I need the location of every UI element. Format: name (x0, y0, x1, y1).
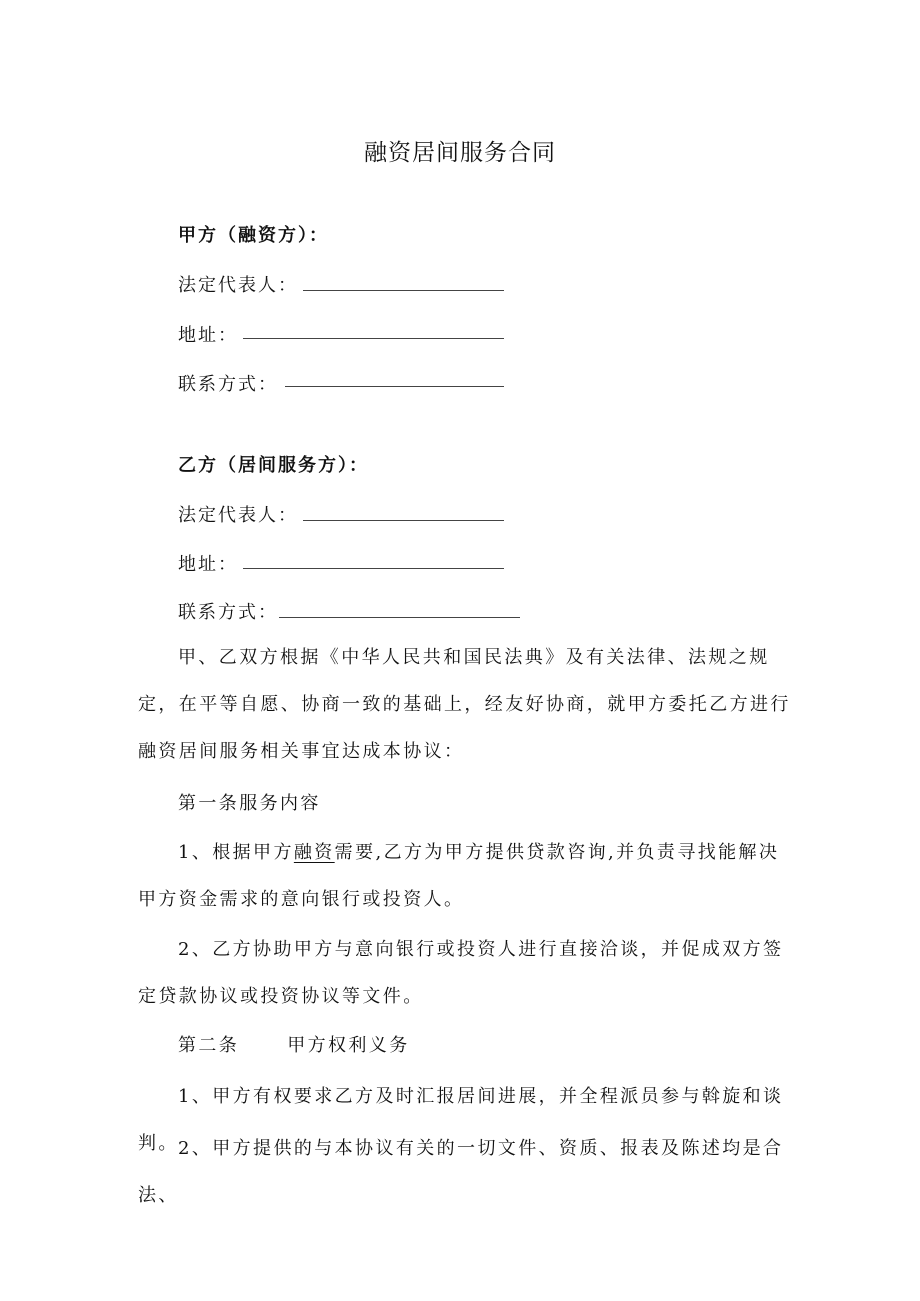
party-a-heading: 甲方（融资方）： (178, 225, 329, 246)
intro-paragraph: 甲、乙双方根据《中华人民共和国民法典》及有关法律、法规之规定，在平等自愿、协商一致的基础上，经友好协商，就甲方委托乙方进行融资居间服务相关事宜达成本协议： (138, 647, 791, 762)
article1-item1 (138, 829, 798, 923)
party-b-contact-label: 联系方式： (178, 602, 278, 623)
article2-item2: 2、甲方提供的与本协议有关的一切文件、资质、报表及陈述均是合法、 (138, 1138, 784, 1206)
party-a-contact-label: 联系方式： (178, 374, 278, 395)
party-b-heading: 乙方（居间服务方）： (178, 455, 369, 476)
article2-heading-title: 甲方权利义务 (287, 1035, 410, 1056)
party-a-address-label: 地址： (178, 325, 238, 346)
party-a-legal-rep-blank[interactable] (303, 290, 504, 291)
party-a-contact-blank[interactable] (285, 386, 504, 387)
party-b-legal-rep-label: 法定代表人： (178, 505, 298, 526)
article2-heading (138, 1022, 798, 1069)
party-a-legal-rep-label: 法定代表人： (178, 275, 298, 296)
party-a-address-blank[interactable] (243, 338, 504, 339)
article1-item1-underlined: 融资 (293, 842, 335, 863)
article2-item1: 1、甲方有权要求乙方及时汇报居间进展，并全程派员参与斡旋和谈判。 (138, 1086, 784, 1154)
article1-item1-before: 1、根据甲方 (178, 842, 294, 863)
article1-heading: 第一条服务内容 (178, 793, 321, 814)
article1-item2: 2、乙方协助甲方与意向银行或投资人进行直接洽谈，并促成双方签定贷款协议或投资协议等文件。 (138, 939, 784, 1007)
party-b-legal-rep-blank[interactable] (303, 520, 504, 521)
article2-heading-number: 第二条 (178, 1035, 240, 1056)
article1-item1-after: 需要,乙方为甲方提供贷款咨询,并负责寻找能解决甲方资金需求的意向银行或投资人。 (138, 842, 780, 910)
party-b-address-label: 地址： (178, 554, 238, 575)
document-title: 融资居间服务合同 (364, 140, 556, 166)
party-b-contact-blank[interactable] (279, 617, 520, 618)
party-b-address-blank[interactable] (243, 568, 504, 569)
